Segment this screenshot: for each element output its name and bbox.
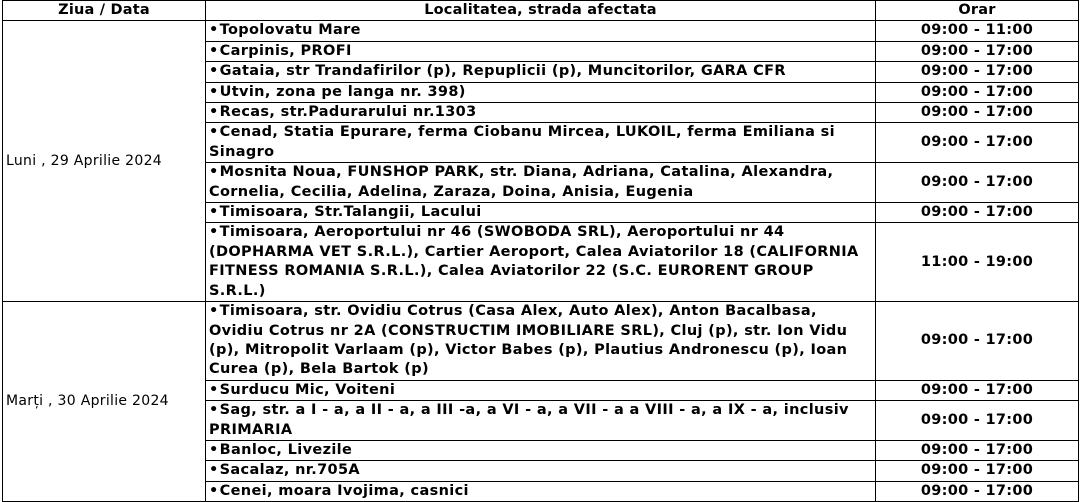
schedule-cell: 09:00 - 11:00	[876, 21, 1079, 41]
schedule-cell: 09:00 - 17:00	[876, 302, 1079, 381]
location-text: Sacalaz, nr.705A	[219, 462, 360, 479]
location-cell	[206, 123, 876, 163]
header-location: Localitatea, strada afectata	[206, 1, 876, 21]
bullet-mark: •	[209, 22, 219, 39]
location-text: Sag, str. a I - a, a II - a, a III -a, a VI - a, a VII - a a VIII - a, a IX - a, inclusiv PRIMARIA	[209, 402, 849, 438]
schedule-cell: 11:00 - 19:00	[876, 223, 1079, 302]
bullet-mark: •	[209, 204, 219, 221]
schedule-cell: 09:00 - 17:00	[876, 163, 1079, 203]
schedule-cell: 09:00 - 17:00	[876, 461, 1079, 481]
schedule-cell: 09:00 - 17:00	[876, 203, 1079, 223]
location-cell	[206, 440, 876, 460]
header-schedule: Orar	[876, 1, 1079, 21]
outage-schedule-table	[2, 0, 1079, 502]
location-text: Cenei, moara Ivojima, casnici	[219, 482, 469, 499]
schedule-cell: 09:00 - 17:00	[876, 41, 1079, 61]
location-text: Mosnita Noua, FUNSHOP PARK, str. Diana, Adriana, Catalina, Alexandra, Cornelia, Cecilia, Adelina, Zaraza, Doina, Anisia, Eugenia	[209, 164, 834, 200]
bullet-mark: •	[209, 402, 219, 419]
bullet-mark: •	[209, 63, 219, 80]
location-cell	[206, 302, 876, 381]
day-date-cell: Luni , 29 Aprilie 2024	[3, 21, 206, 302]
location-cell	[206, 223, 876, 302]
bullet-mark: •	[209, 441, 219, 458]
bullet-mark: •	[209, 83, 219, 100]
bullet-mark: •	[209, 164, 219, 181]
location-cell	[206, 41, 876, 61]
bullet-mark: •	[209, 482, 219, 499]
bullet-mark: •	[209, 462, 219, 479]
location-text: Surducu Mic, Voiteni	[219, 381, 396, 398]
schedule-cell: 09:00 - 17:00	[876, 380, 1079, 400]
schedule-cell: 09:00 - 17:00	[876, 82, 1079, 102]
location-text: Recas, str.Padurarului nr.1303	[219, 104, 477, 121]
bullet-mark: •	[209, 303, 219, 320]
location-cell	[206, 461, 876, 481]
schedule-cell: 09:00 - 17:00	[876, 481, 1079, 501]
bullet-mark: •	[209, 42, 219, 59]
location-text: Banloc, Livezile	[219, 441, 353, 458]
schedule-cell: 09:00 - 17:00	[876, 123, 1079, 163]
location-cell	[206, 203, 876, 223]
table-row	[3, 21, 1079, 41]
location-text: Topolovatu Mare	[219, 22, 361, 39]
location-cell	[206, 21, 876, 41]
location-cell	[206, 481, 876, 501]
header-day: Ziua / Data	[3, 1, 206, 21]
location-cell	[206, 163, 876, 203]
table-row	[3, 302, 1079, 381]
location-text: Timisoara, str. Ovidiu Cotrus (Casa Alex, Auto Alex), Anton Bacalbasa, Ovidiu Cotrus nr 2A (CONSTRUCTIM IMOBILIARE SRL), Cluj (p), str. Ion Vidu (p), Mitropolit Varlaam (p), Victor Babes (p), Plautius Andronescu (p), Ioan Curea (p), Bela Bartok (p)	[209, 303, 848, 378]
location-cell	[206, 401, 876, 441]
bullet-mark: •	[209, 104, 219, 121]
location-cell	[206, 62, 876, 82]
bullet-mark: •	[209, 381, 219, 398]
location-text: Utvin, zona pe langa nr. 398)	[219, 83, 466, 100]
location-text: Cenad, Statia Epurare, ferma Ciobanu Mircea, LUKOIL, ferma Emiliana si Sinagro	[209, 124, 835, 160]
schedule-cell: 09:00 - 17:00	[876, 103, 1079, 123]
table-body	[3, 21, 1079, 502]
location-cell	[206, 380, 876, 400]
schedule-cell: 09:00 - 17:00	[876, 440, 1079, 460]
location-cell	[206, 82, 876, 102]
location-text: Timisoara, Aeroportului nr 46 (SWOBODA SRL), Aeroportului nr 44 (DOPHARMA VET S.R.L.), Cartier Aeroport, Calea Aviatorilor 18 (CALIFORNIA FITNESS ROMANIA S.R.L.), Calea Aviatorilor 22 (S.C. EURORENT GROUP S.R.L.)	[209, 224, 859, 299]
schedule-cell: 09:00 - 17:00	[876, 401, 1079, 441]
location-text: Gataia, str Trandafirilor (p), Repuplicii (p), Muncitorilor, GARA CFR	[219, 63, 786, 80]
location-text: Timisoara, Str.Talangii, Lacului	[219, 204, 482, 221]
bullet-mark: •	[209, 224, 219, 241]
table-header-row	[3, 1, 1079, 21]
bullet-mark: •	[209, 124, 219, 141]
day-date-cell: Marți , 30 Aprilie 2024	[3, 302, 206, 502]
location-cell	[206, 103, 876, 123]
schedule-cell: 09:00 - 17:00	[876, 62, 1079, 82]
location-text: Carpinis, PROFI	[219, 42, 352, 59]
